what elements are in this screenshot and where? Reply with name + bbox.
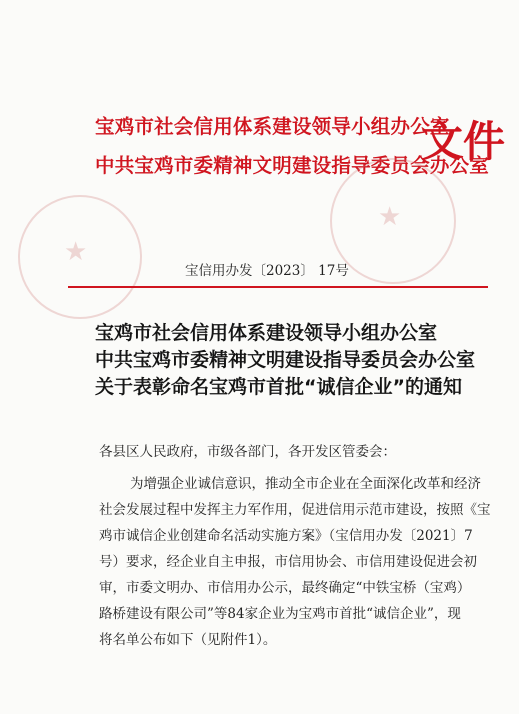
body-line: 路桥建设有限公司”等84家企业为宝鸡市首批“诚信企业”，现 bbox=[99, 606, 461, 622]
body-line: 社会发展过程中发挥主力军作用，促进信用示范市建设，按照《宝 bbox=[99, 502, 491, 518]
body-line: 将名单公布如下（见附件1）。 bbox=[99, 632, 277, 648]
header-org-line-1: 宝鸡市社会信用体系建设领导小组办公室 bbox=[95, 115, 450, 138]
body-line: 鸡市诚信企业创建命名活动实施方案》（宝信用办发〔2021〕7 bbox=[99, 528, 473, 544]
addressee: 各县区人民政府，市级各部门，各开发区管委会： bbox=[99, 444, 396, 460]
document-number: 宝信用办发〔2023〕 17号 bbox=[185, 263, 349, 279]
seal-star-icon: ★ bbox=[64, 237, 88, 267]
red-divider-line bbox=[68, 286, 488, 288]
seal-star-icon: ★ bbox=[378, 202, 402, 232]
body-line: 审，市委文明办、市信用办公示，最终确定“中铁宝桥（宝鸡） bbox=[99, 580, 471, 596]
title-line-3: 关于表彰命名宝鸡市首批“诚信企业”的通知 bbox=[95, 376, 462, 398]
title-line-1: 宝鸡市社会信用体系建设领导小组办公室 bbox=[95, 322, 438, 344]
body-line: 为增强企业诚信意识，推动全市企业在全面深化改革和经济 bbox=[130, 476, 481, 492]
body-line: 号）要求，经企业自主申报，市信用协会、市信用建设促进会初 bbox=[99, 554, 477, 570]
header-org-line-2: 中共宝鸡市委精神文明建设指导委员会办公室 bbox=[95, 154, 490, 177]
title-line-2: 中共宝鸡市委精神文明建设指导委员会办公室 bbox=[95, 349, 476, 371]
faint-seal-left bbox=[18, 195, 142, 319]
header-doc-word: 文件 bbox=[421, 117, 506, 166]
